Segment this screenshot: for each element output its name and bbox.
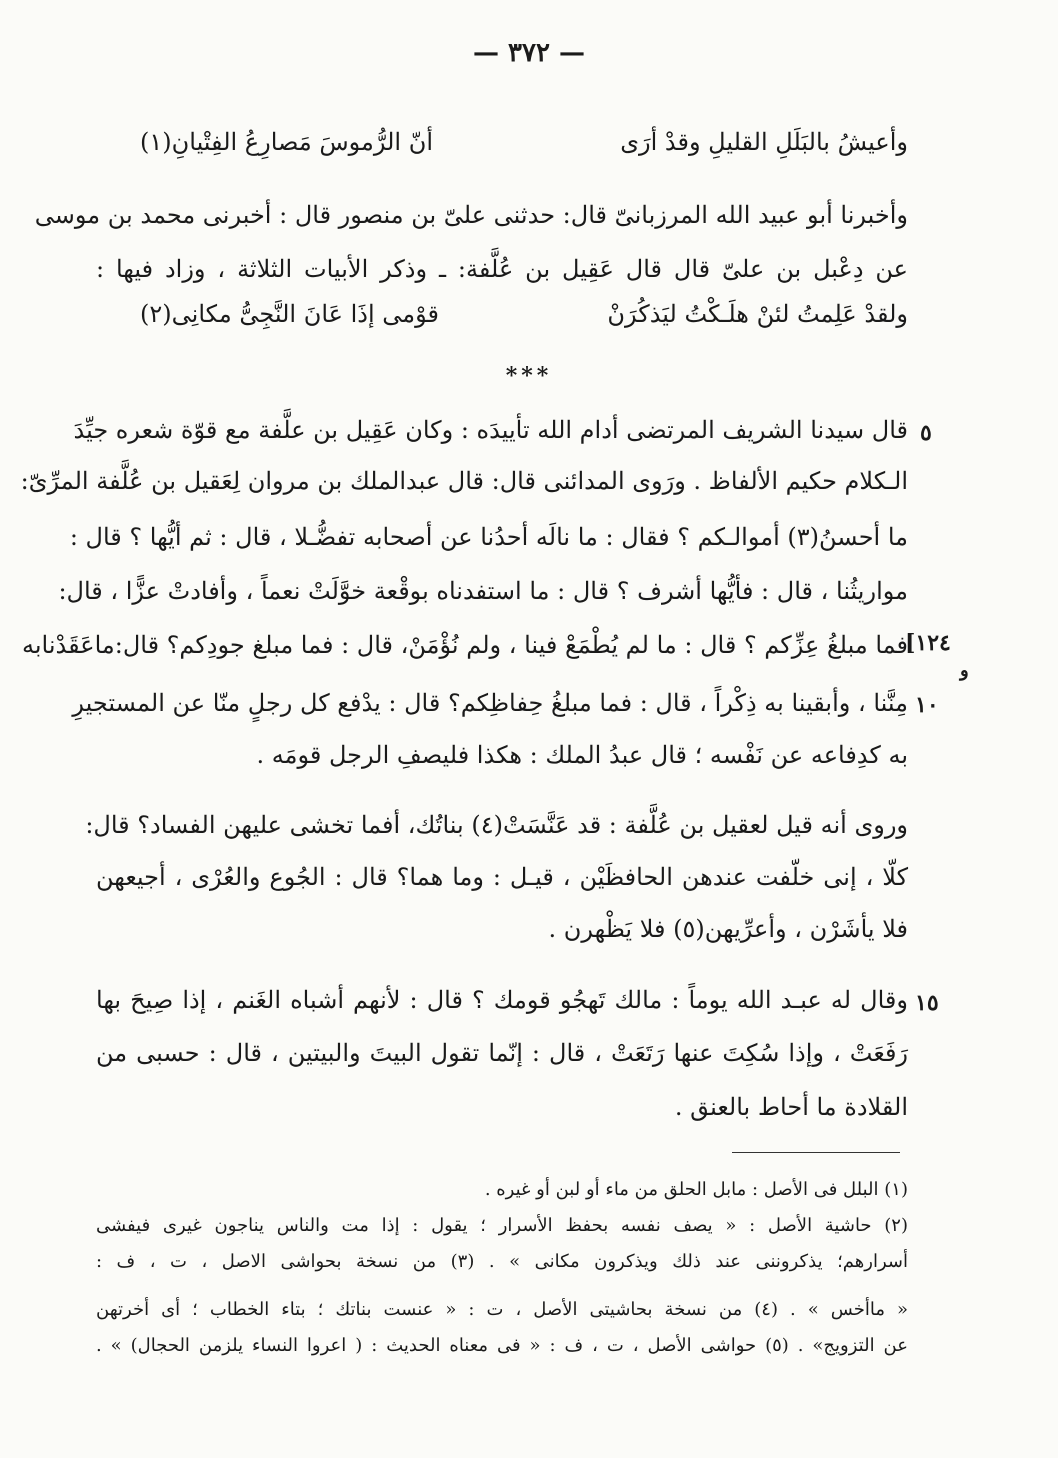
paragraph-2-line-6: مِنَّنا ، وأبقينا به ذِكْراً ، قال : فما مبلغُ حِفاظِكم؟ قال : يدْفع كل رجلٍ منّا عن المستجيرِ bbox=[72, 689, 908, 717]
footnote-3-4: « ماأخس » . (٤) من نسخة بحاشيتى الأصل ، ت : « عنست بناتك ؛ بتاء الخطاب ؛ أى أخرتهن bbox=[96, 1299, 908, 1320]
paragraph-4-line-3: القلادة ما أحاط بالعنق . bbox=[674, 1093, 908, 1121]
verse-2-second-hemistich: قوْمى إذَا عَانَ النَّجِىُّ مكانِى(٢) bbox=[140, 300, 439, 328]
margin-folio-side: و bbox=[960, 660, 969, 681]
paragraph-1-line-2: عن دِعْبل بن علىّ قال قال عَقِيل بن عُلَّفة: ـ وذكر الأبيات الثلاثة ، وزاد فيها : bbox=[96, 255, 908, 283]
paragraph-2-line-5: فما مبلغُ عِزِّكم ؟ قال : ما لم يُطْمَعْ فينا ، ولم نُؤْمَنْ، قال : فما مبلغ جودِكم؟ قال:ماعَقَدْنابه bbox=[21, 631, 908, 659]
verse-2-first-hemistich: ولقدْ عَلِمتُ لئنْ هلَـكْتُ ليَذكُرَنْ bbox=[607, 300, 908, 328]
verse-line-2 bbox=[140, 300, 908, 328]
paragraph-2-line-7: به كدِفاعه عن نَفْسه ؛ قال عبدُ الملك : هكذا فليصفِ الرجل قومَه . bbox=[256, 741, 908, 769]
page-number: — ٣٧٢ — bbox=[472, 38, 586, 68]
margin-line-number-10: ١٠ bbox=[915, 692, 939, 718]
paragraph-2-line-1: قال سيدنا الشريف المرتضى أدام الله تأييدَه : وكان عَقِيل بن علَّفة مع قوّة شعره جيِّدَ bbox=[73, 416, 908, 444]
paragraph-4-line-2: رَفَعَتْ ، وإذا سُكِتَ عنها رَتَعَتْ ، قال : إنّما تقول البيتَ والبيتين ، قال : حسبى من bbox=[96, 1039, 908, 1067]
footnote-divider bbox=[732, 1152, 900, 1153]
footnote-1: (١) البلل فى الأصل : مابل الحلق من ماء أو لبن أو غيره . bbox=[484, 1179, 908, 1200]
verse-line-1 bbox=[140, 128, 908, 156]
verse-1-second-hemistich: أنّ الرُّموسَ مَصارِعُ الفِتْيانِ(١) bbox=[140, 128, 434, 156]
paragraph-2-line-4: مواريثُنا ، قال : فأيُّها أشرف ؟ قال : ما استفدناه بوقْعة خوَّلَتْ نعماً ، وأفادتْ عزًّا ، قال: bbox=[58, 577, 908, 605]
paragraph-1-line-1: وأخبرنا أبو عبيد الله المرزبانىّ قال: حدثنى علىّ بن منصور قال : أخبرنى محمد بن موسى bbox=[34, 201, 908, 229]
verse-1-first-hemistich: وأعيشُ بالبَلَلِ القليلِ وقدْ أرَى bbox=[620, 128, 908, 156]
paragraph-2-line-2: الـكلام حكيم الألفاظ . ورَوى المدائنى قال: قال عبدالملك بن مروان لِعَقيل بن عُلَّفة المرِّىّ: bbox=[20, 467, 908, 495]
paragraph-4-line-1: وقال له عبـد الله يوماً : مالك تَهجُو قومك ؟ قال : لأنهم أشباه الغَنم ، إذا صِيحَ بها bbox=[96, 986, 908, 1014]
footnote-2: (٢) حاشية الأصل : « يصف نفسه بحفظ الأسرار ؛ يقول : إذا مت والناس يناجون غيرى فيفشى bbox=[96, 1215, 908, 1236]
paragraph-3-line-2: كلّا ، إنى خلّفت عندهن الحافظَيْن ، قيـل : وما هما؟ قال : الجُوع والعُرْى ، أجيعهن bbox=[96, 863, 908, 891]
section-separator: *** bbox=[505, 363, 553, 389]
paragraph-3-line-1: وروى أنه قيل لعقيل بن عُلَّفة : قد عَنَّسَتْ(٤) بناتُك، أفما تخشى عليهن الفساد؟ قال: bbox=[85, 811, 908, 839]
margin-line-number-5: ٥ bbox=[920, 420, 932, 446]
footnote-2-3: أسرارهم؛ يذكروننى عند ذلك ويذكرون مكانى » . (٣) من نسخة بحواشى الاصل ، ت ، ف : bbox=[96, 1251, 908, 1272]
footnote-4-5: عن التزويج» . (٥) حواشى الأصل ، ت ، ف : « فى معناه الحديث : ( اعروا النساء يلزمن الحجال) » . bbox=[96, 1335, 908, 1356]
paragraph-3-line-3: فلا يأشَرْن ، وأعرِّيهن(٥) فلا يَظْهرن . bbox=[548, 915, 908, 943]
paragraph-2-line-3: ما أحسنُ(٣) أموالـكم ؟ فقال : ما نالَه أحدُنا عن أصحابه تفضُّـلا ، قال : ثم أيُّها ؟ قال : bbox=[69, 523, 908, 551]
margin-folio-reference: [١٢٤ bbox=[905, 630, 951, 656]
margin-line-number-15: ١٥ bbox=[915, 990, 939, 1016]
